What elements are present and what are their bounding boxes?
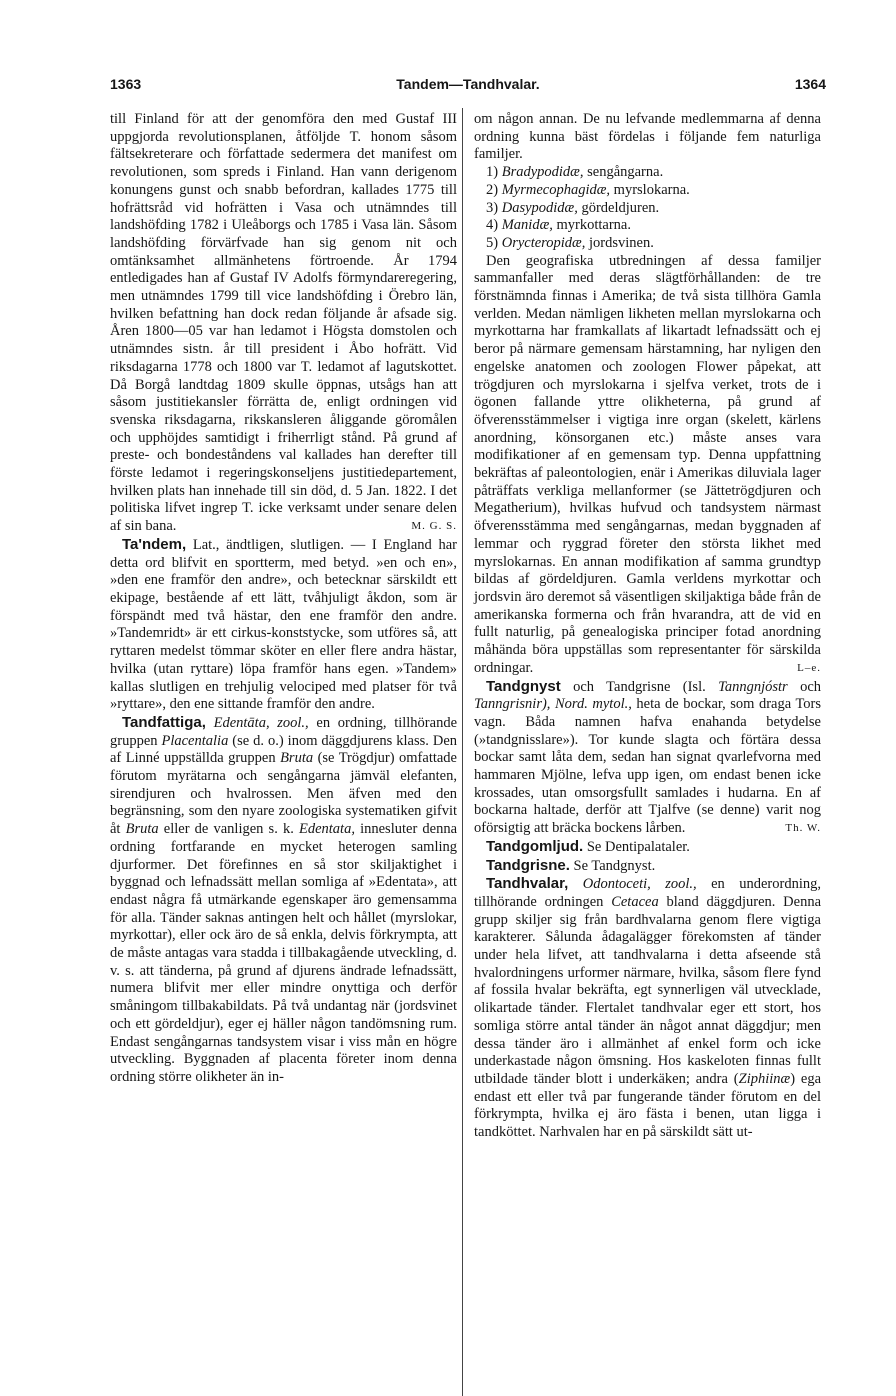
entry-tandem [110,536,457,714]
entry-tandgrisne [474,857,821,876]
entry-text: (se d. o.) inom däggdjurens klass. Den af Linné uppställda gruppen [110,732,458,767]
list-item [474,200,821,218]
latin-term: Placentalia [161,732,229,749]
list-item [474,235,821,253]
list-number: 1) [486,164,499,181]
list-number: 3) [486,199,499,216]
left-page-number: 1363 [110,76,142,92]
old-norse-term: Tanngnjóstr [718,678,788,695]
headword: Tandhvalar, [486,875,569,893]
common-name: gördeldjuren. [581,199,660,216]
entry-text: ) ega endast ett eller två par fungerande tänder förutom en del förkrympta, hvilka ej äro fästa i benen, utan ligga i tandköttet. Narhvalen har en på särskildt sätt ut- [474,1070,822,1141]
cross-reference: Se Tandgnyst. [573,857,656,874]
entry-tandfattiga [110,714,457,1087]
entry-continuation [110,111,457,536]
entry-text: eller de vanligen s. k. [163,821,294,838]
list-number: 2) [486,181,499,198]
latin-term: Bruta [280,750,314,767]
common-name: sengångarna. [587,164,664,181]
entry-tandgnyst [474,678,821,838]
headword: Tandgrisne. [486,856,570,874]
latin-term: Cetacea [611,893,659,910]
entry-text: Den geografiska utbredningen af dessa familjer sammanfaller med deras slägtförhållanden: de tre förstnämnda finnas i Amerika; de två sista tillhöra Gamla verlden. Medan nämligen likheten mellan myrslokarna och myrkottarna har framkallats af likartadt lefnadssätt och ej beror på närmare gemensam härstamning, har nyligen den engelske anatomen och zoologen Flower påpekat, att trögdjuren och myrslokarna i sjelfva verket, trots de i ögonen fallande yttre olikheterna, på grund af öfverensstämmelser i vigtiga inre organ (skelett, kärlens anordning, könsorganen etc.) måste anses vara modifikationer af en gemensam typ. Denna uppfattning bekräftas af paleontologien, enär i Amerikas diluviala lager påträffats verkliga mellanformer (se Jättetrögdjuren och Megatherium), hvilkas hufvud och tandsystem närmast öfverensstämma med sengångarnas, medan byggnaden af lemmar och ryggrad företer den största likhet med myrslokarnas. En annan modifikation af samma grundtyp bildas af gördeldjuren. Gamla verldens myrkottar och jordsvin äro deremot så väsentligen skiljaktiga både från de amerikanska formerna och från hvarandra, att de vid en fullt naturlig, på genealogiska principer fotad anordning måhända böra uppställas som representanter för särskilda ordningar. [474,252,821,676]
entry-text: bland däggdjuren. Denna grupp skiljer sig från bardhvalarna genom flere vigtiga karakterer. Sålunda ådagalägger förekomsten af tänder under hela lifvet, att tandhvalarna i detta afseende stå hvalordningens urformer närmare, hvilka, såsom flere fynd af fossila hvalar bekräfta, egt synnerligen väl utvecklade, olikartade tänder. Flertalet tandhvalar eger ett stort, hos somliga större antal tänder än något annat däggdjur; men dessa tänder äro i allmänhet af enkel form och icke underkastade någon ömsning. Hos kaskeloten finnas fullt utbildade tänder blott i underkäken; andra ( [474,893,822,1087]
headword: Tandgnyst [486,677,561,695]
latin-term: Edentāta, zool., [213,714,309,731]
entry-text: till Finland för att der genomföra den med Gustaf III uppgjorda revolutionsplanen, åtföljde T. honom såsom fältsekreterare och författade sedermera det manifest om revolutionen, som spreds i Finland. Han vann derigenom konungens gunst och snabb befordran, kallades 1775 till hofrättsråd vid hofrätten i Vasa och utnämndes till landshöfding 1782 i Uleåborgs och 1785 i Vasa län. Såsom landshöfding förvärfvade han sig genom nit och omtänksamhet allmänhetens förtroende. År 1794 entledigades han af Gustaf IV Adolfs förmyndareregering, men utnämndes 1799 till vice landshöfding i Örebro län, hvilken befattning han dock redan följande år afsade sig. Åren 1800—05 var han ledamot i Högsta domstolen och utnämndes sistn. år till president i Åbo hofrätt. Vid riksdagarna 1778 och 1800 var T. ledamot af lagutskottet. Då Borgå landtdag 1809 skulle öppnas, utsågs han att såsom justitiekansler förrätta de, enligt ordningen vid svenska riksdagarna, rikskansleren åliggande göromålen och upphöjdes samtidigt i friherrligt stånd. På grund af preste- och bondeståndens val kallades han derefter till förste ledamot i regeringskonseljens justitiedepartement, hvilken plats han innehade till sin död, d. 5 Jan. 1822. I det politiska lifvet ingrep T. icke verksamt under senare delen af sin bana. [110,111,457,535]
latin-term: Dasypodidæ, [501,199,578,216]
family-list [474,164,821,253]
latin-term: Ziphiinæ [738,1070,791,1087]
subject-label: Nord. mytol., [554,696,632,713]
cross-reference: Se Dentipalataler. [586,838,690,855]
old-norse-term: Tanngrisnir), [474,696,551,713]
right-column [474,111,821,1142]
author-signature: M. G. S. [411,520,457,533]
latin-term: Myrmecophagidæ, [501,181,611,198]
entry-text: innesluter denna ordning fortfarande en mycket heterogen samling djurformer. Det förefinnes en så stor skiljaktighet i byggnad och lefnadssätt mellan somliga af »Edentata», att endast några få utmärkande egenskaper äro gemensamma för alla. Tänder saknas antingen helt och hållet (myrslokar, myrkottar), eller ock äro de så enkla, delvis förkrympta, att de måste antagas vara stadda i tillbakagående utveckling, d. v. s. att tänderna, på grund af djurens ändrade lefnadssätt, numera blifvit mer eller mindre onyttiga och derför småningom tillbakabildats. På två undantag när (jordsvinet och ett gördeldjur), eger ej häller någon tandömsning rum. Endast sengångarnas tandsystem visar i viss mån en högre utveckling. Byggnaden af placenta företer inom denna ordning större olikheter än in- [110,821,458,1085]
latin-term: Bradypodidæ, [501,164,584,181]
headword: Ta'ndem, [122,535,187,553]
latin-term: Bruta [125,821,159,838]
common-name: myrkottarna. [556,217,631,234]
entry-continuation: om någon annan. De nu lefvande medlemmarna af denna ordning kunna bäst fördelas i följande fem naturliga familjer. [474,111,821,163]
entry-paragraph [474,253,821,678]
entry-text: en ordning, tillhörande gruppen [110,714,458,749]
running-head [110,76,826,100]
entry-tandhvalar [474,875,821,1142]
headword: Tandfattiga, [122,713,206,731]
entry-text: och [800,678,822,695]
entry-text: heta de bockar, som draga Tors vagn. Båda namnen hafva enahanda betydelse (»tandgnisslare»). Tor kunde slagta och förtära dessa bockar samt låta dem, sedan han signat qvarlefvorna med hammaren Mjölne, lefva upp igen, om endast benen icke krossades, utan omsorgsfullt samlades i hudarna. En af bockarna haltade, derför att Tjalfve (se denne) varit nog oförsigtig att bräcka bockens lårben. [474,696,822,837]
list-number: 4) [486,217,499,234]
entry-text: en underordning, tillhörande ordningen [474,876,821,910]
latin-term: Edentata, [298,821,355,838]
list-item [474,217,821,235]
author-signature: L–e. [797,661,821,674]
entry-text: och Tandgrisne (Isl. [573,678,706,695]
headword: Tandgomljud. [486,837,584,855]
entry-tandgomljud [474,838,821,857]
page-title: Tandem—Tandhvalar. [396,76,540,92]
latin-term: Odontoceti, zool., [582,876,697,893]
latin-term: Orycteropidæ, [501,234,586,251]
entry-text: (se Trögdjur) omfattade förutom myrätarna och sengångarna jämväl elefanten, sirendjuren och hvalrossen. Men äfven med den begränsning, som den nyare zoologiska systematiken gifvit åt [110,750,457,838]
column-divider [462,108,463,1396]
common-name: myrslokarna. [613,181,690,198]
entry-text: Lat., ändtligen, slutligen. — I England har detta ord blifvit en sportterm, med betyd. »en och en», »den ene framför den andre», och betecknar särskildt ett ekipage, bestående af ett lätt, tvåhjuligt åkdon, som är förspändt med två hästar, den ene framför den andre. »Tandemridt» är ett cirkus-konststycke, som utföres så, att ryttaren medelst tömmar sköter en eller flere andra hästar, hvilka (utan ryttare) löpa framför hans egen. »Tandem» kallas slutligen en trehjulig velociped med platser för två »ryttare», den ene sittande framför den andre. [110,536,458,713]
right-page-number: 1364 [794,76,826,92]
list-item [474,182,821,200]
list-number: 5) [486,234,499,251]
common-name: jordsvinen. [588,234,654,251]
author-signature: Th. W. [785,822,821,835]
list-item [474,164,821,182]
latin-term: Manidæ, [501,217,553,234]
left-column [110,111,457,1087]
